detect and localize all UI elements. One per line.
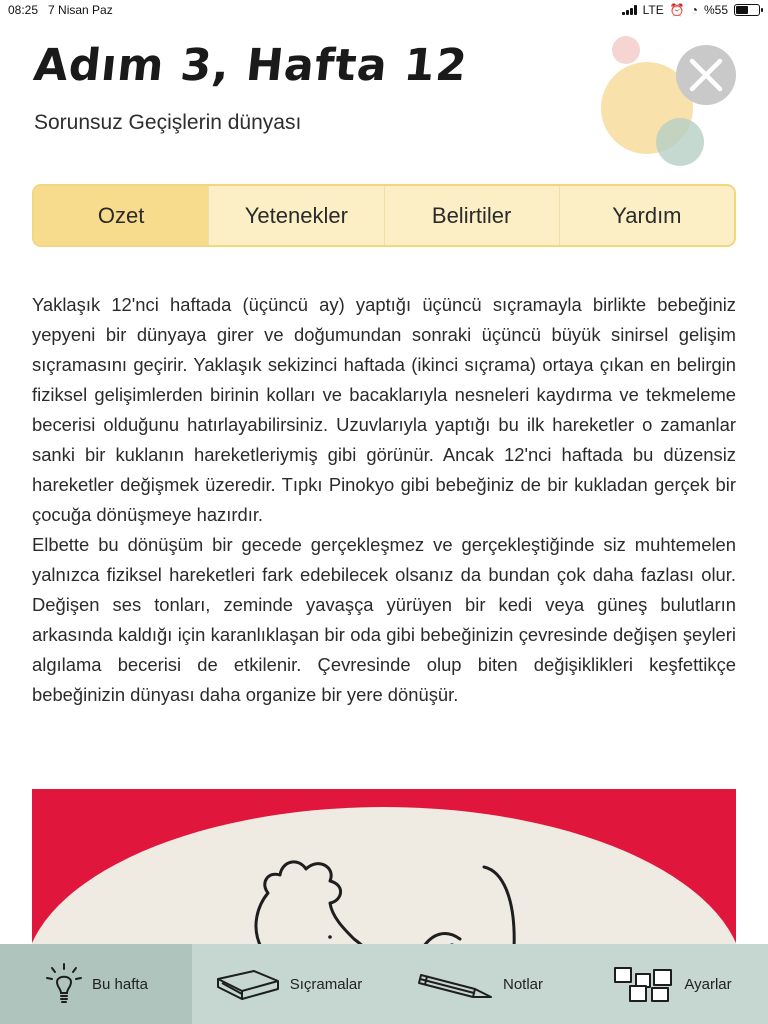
- close-button[interactable]: [676, 45, 736, 105]
- nav-item-notlar[interactable]: [384, 944, 576, 1024]
- nav-label: Ayarlar: [684, 975, 732, 993]
- status-right: [622, 3, 760, 17]
- tab-belirtiler[interactable]: Belirtiler: [384, 186, 559, 245]
- nav-item-sicramalar[interactable]: [192, 944, 384, 1024]
- page-subtitle: Sorunsuz Geçişlerin dünyası: [34, 111, 302, 134]
- page-title: Adım 3, Hafta 12: [31, 40, 471, 91]
- battery-percent: %55: [703, 3, 728, 17]
- nav-label: Bu hafta: [92, 975, 148, 993]
- article-paragraph: Yaklaşık 12'nci haftada (üçüncü ay) yaptığı üçüncü sıçramayla birlikte bebeğiniz yepyeni bir dünyaya girer ve doğumundan sonraki üçüncü büyük sinirsel gelişim sıçramasını geçirir. Yaklaşık sekizinci haftada (ikinci sıçrama) ortaya çıkan en belirgin fiziksel gelişimlerden birinin kolları ve bacaklarıyla nesneleri kaydırma ve tekmeleme becerisi olduğunu hatırlayabilirsiniz. Uzuvlarıyla yaptığı bu ilk hareketler o zamanlar sanki bir kuklanın hareketleriymiş gibi görünür. Ancak 12'nci haftada bu düzensiz hareketler değişmek üzeredir. Tıpkı Pinokyo gibi bebeğiniz de bir kukladan gerçek bir çocuğa dönüşmeye hazırdır.: [32, 294, 736, 525]
- lock-rotation-icon: ◔: [690, 3, 698, 17]
- article-paragraph: Elbette bu dönüşüm bir gecede gerçekleşmez ve gerçekleştiğinde siz muhtemelen yalnızca fiziksel hareketleri fark edebilecek olsanız da bundan çok daha fazlası olur. Değişen ses tonları, zeminde yavaşça yürüyen bir kedi veya güneş bulutların arkasında kaldığı için karanlıklaşan bir oda gibi bebeğinizin çevresinde değişen şeyleri algılama becerisi de etkilenir. Çevresinde olup biten değişiklikleri keşfettikçe bebeğinizin dünyası daha organize bir yere dönüşür.: [32, 534, 736, 705]
- tab-ozet[interactable]: Ozet: [34, 186, 208, 245]
- status-time: 08:25: [8, 3, 39, 17]
- status-date: 7 Nisan Paz: [48, 3, 113, 17]
- battery-icon: [734, 4, 760, 16]
- status-left: [8, 3, 113, 17]
- nav-label: Notlar: [502, 975, 543, 993]
- article-body: [32, 290, 736, 710]
- network-label: LTE: [642, 3, 664, 17]
- battery-level: [736, 6, 748, 14]
- baby-illustration: [32, 789, 736, 949]
- status-bar: [0, 0, 768, 22]
- bottom-nav: [0, 944, 768, 1024]
- lightbulb-icon: [44, 962, 84, 1006]
- close-icon: [689, 58, 723, 92]
- alarm-icon: ⏰: [669, 3, 685, 17]
- illustration: [32, 789, 736, 949]
- nav-item-ayarlar[interactable]: [576, 944, 768, 1024]
- nav-item-bu-hafta[interactable]: [0, 944, 192, 1024]
- pencil-icon: [417, 967, 495, 1001]
- tab-yardim[interactable]: Yardım: [559, 186, 734, 245]
- decorative-circle-green: [656, 118, 704, 166]
- tab-bar: [32, 184, 736, 247]
- tab-yetenekler[interactable]: Yetenekler: [208, 186, 383, 245]
- decorative-circle-pink: [612, 36, 640, 64]
- signal-icon: [622, 5, 637, 15]
- book-icon: [214, 967, 282, 1001]
- nav-label: Sıçramalar: [289, 975, 363, 993]
- blocks-icon: [612, 964, 676, 1004]
